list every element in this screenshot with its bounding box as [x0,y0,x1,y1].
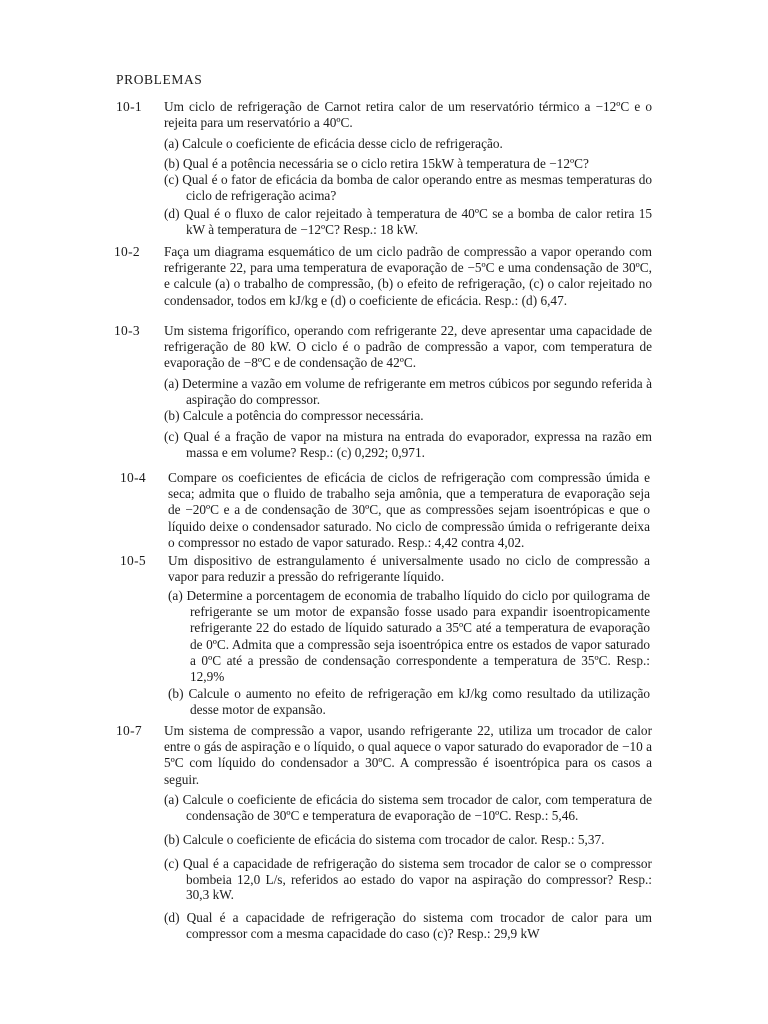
problem-statement: Faça um diagrama esquemático de um ciclo padrão de compressão a vapor operando com refrigerante 22, para uma temperatura de evaporação de −5ºC e uma condensação de 30ºC, e calcule (a) o trabalho de compressão, (b) o efeito de refrigeração, (c) o calor rejeitado no condensador, todos em kJ/kg e (d) o coeficiente de eficácia. Resp.: (d) 6,47. [164,244,652,308]
sub-item-a: (a) Determine a porcentagem de economia de trabalho líquido do ciclo por quilograma de refrigerante se um motor de expansão fosse usado para expandir isoentropicamente refrigerante 22 do estado de líquido saturado a 35ºC até a temperatura de evaporação de 0ºC. Admita que a compressão seja isoentrópica entre os estados de vapor saturado a 0ºC até a pressão de condensação correspondente a temperatura de 35ºC. Resp.: 12,9% [168,588,650,685]
problem-statement: Compare os coeficientes de eficácia de ciclos de refrigeração com compressão úmida e seca; admita que o fluido de trabalho seja amônia, que a temperatura de evaporação seja de −20ºC e a de condensação de 30ºC, que as compressões sejam isoentrópicas e que o líquido deixe o condensador saturado. No ciclo de compressão úmida o refrigerante deixa o compressor no estado de vapor saturado. Resp.: 4,42 contra 4,02. [168,470,650,550]
sub-item-b: (b) Qual é a potência necessária se o ciclo retira 15kW à temperatura de −12ºC? [164,156,589,171]
sub-item-b: (b) Calcule o coeficiente de eficácia do sistema com trocador de calor. Resp.: 5,37. [164,832,605,847]
sub-item-c: (c) Qual é a fração de vapor na mistura na entrada do evaporador, expressa na razão em massa e em volume? Resp.: (c) 0,292; 0,971. [164,429,652,461]
sub-item-d: (d) Qual é a capacidade de refrigeração do sistema com trocador de calor para um compressor com a mesma capacidade do caso (c)? Resp.: 29,9 kW [164,910,652,941]
sub-item-b: (b) Calcule a potência do compressor necessária. [164,408,424,423]
sub-item-a: (a) Calcule o coeficiente de eficácia desse ciclo de refrigeração. [164,136,503,151]
sub-item-c: (c) Qual é o fator de eficácia da bomba de calor operando entre as mesmas temperaturas do ciclo de refrigeração acima? [164,172,652,203]
sub-item-d: (d) Qual é o fluxo de calor rejeitado à temperatura de 40ºC se a bomba de calor retira 15 kW à temperatura de −12ºC? Resp.: 18 kW. [164,206,652,237]
problem-number: 10-3 [114,323,140,338]
problem-number: 10-7 [116,723,142,738]
problem-statement: Um sistema de compressão a vapor, usando refrigerante 22, utiliza um trocador de calor entre o gás de aspiração e o líquido, o qual aquece o vapor saturado do evaporador de −10 a 5ºC com líquido do condensador a 30ºC. A compressão é isoentrópica para os casos a seguir. [164,723,652,787]
problem-number: 10-1 [116,99,142,114]
problem-statement: Um ciclo de refrigeração de Carnot retira calor de um reservatório térmico a −12ºC e o rejeita para um reservatório a 40ºC. [164,99,652,131]
problem-statement: Um sistema frigorífico, operando com refrigerante 22, deve apresentar uma capacidade de refrigeração de 80 kW. O ciclo é o padrão de compressão a vapor, com temperatura de evaporação de −8ºC e de condensação de 42ºC. [164,323,652,371]
problem-number: 10-5 [120,553,146,568]
problem-number: 10-2 [114,244,140,259]
section-heading: PROBLEMAS [116,72,203,87]
sub-item-a: (a) Determine a vazão em volume de refrigerante em metros cúbicos por segundo referida à aspiração do compressor. [164,376,652,408]
sub-item-c: (c) Qual é a capacidade de refrigeração do sistema sem trocador de calor se o compressor bombeia 12,0 L/s, referidos ao estado do vapor na aspiração do compressor? Resp.: 30,3 kW. [164,856,652,903]
sub-item-b: (b) Calcule o aumento no efeito de refrigeração em kJ/kg como resultado da utilização desse motor de expansão. [168,686,650,718]
problem-number: 10-4 [120,470,146,485]
problem-statement: Um dispositivo de estrangulamento é universalmente usado no ciclo de compressão a vapor para reduzir a pressão do refrigerante líquido. [168,553,650,585]
sub-item-a: (a) Calcule o coeficiente de eficácia do sistema sem trocador de calor, com temperatura de condensação de 30ºC e temperatura de evaporação de −10ºC. Resp.: 5,46. [164,792,652,824]
